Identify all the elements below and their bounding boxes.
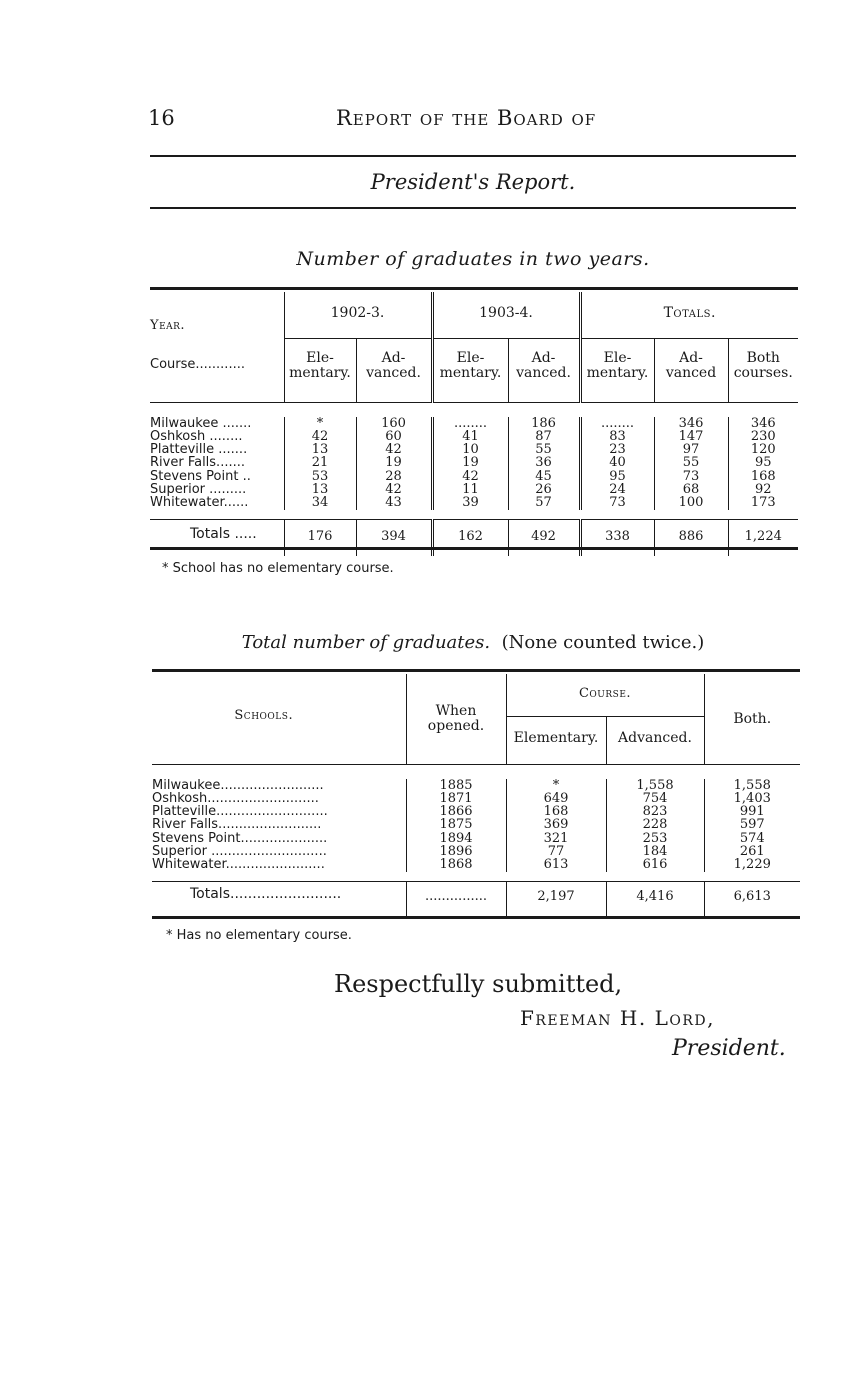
total-elementary: 2,197 [506, 882, 606, 916]
table-cell: 1,403 [704, 792, 800, 805]
table-cell: 1894 [406, 832, 506, 845]
group-1902-3: 1902-3. [284, 292, 432, 338]
total-cell: 162 [432, 520, 508, 556]
table-cell: 346 [654, 417, 728, 430]
table2-caption-plain: (None counted twice.) [501, 632, 705, 653]
table-cell: 823 [606, 805, 704, 818]
total-graduates-table [152, 674, 800, 916]
group-totals: Totals. [580, 292, 798, 338]
school-name: Milwaukee......................... [152, 777, 324, 793]
table-cell: 19 [356, 456, 432, 469]
table-cell: 53 [284, 470, 356, 483]
page-number: 16 [148, 106, 175, 130]
table-cell: 19 [432, 456, 508, 469]
table-cell: 261 [704, 845, 800, 858]
table-cell: 253 [606, 832, 704, 845]
table-cell: 68 [654, 483, 728, 496]
header-advanced-1903: Ad- vanced. [508, 338, 580, 402]
table-cell: 42 [284, 430, 356, 443]
table-cell: 41 [432, 430, 508, 443]
total-advanced: 4,416 [606, 882, 704, 916]
course-group-label: Course. [506, 674, 704, 716]
course-label: Course............ [150, 338, 284, 402]
header-both-courses: Both courses. [728, 338, 798, 402]
table-cell: 73 [580, 496, 654, 509]
table-cell: 186 [508, 417, 580, 430]
table-cell: 574 [704, 832, 800, 845]
table-row [152, 805, 800, 818]
school-name: Stevens Point .. [150, 468, 251, 484]
opened-label: When opened. [406, 674, 506, 764]
table-row [152, 818, 800, 831]
table-cell: 120 [728, 443, 798, 456]
table-cell: 42 [432, 470, 508, 483]
table-cell: 95 [728, 456, 798, 469]
table1-totals-label: Totals ..... [150, 520, 284, 556]
table-cell: 1875 [406, 818, 506, 831]
table-cell: 228 [606, 818, 704, 831]
table-cell: 991 [704, 805, 800, 818]
table-cell: 346 [728, 417, 798, 430]
table-cell: 613 [506, 858, 606, 871]
table-cell: 28 [356, 470, 432, 483]
year-label: Year. [150, 318, 186, 333]
total-cell: 338 [580, 520, 654, 556]
table1-bottom-rule [150, 547, 798, 550]
table-cell: 97 [654, 443, 728, 456]
school-name: River Falls....... [150, 455, 245, 471]
table2-footnote: * Has no elementary course. [166, 928, 352, 943]
table-cell: 754 [606, 792, 704, 805]
table-cell: 1866 [406, 805, 506, 818]
table1-footnote: * School has no elementary course. [162, 561, 394, 576]
table-cell: 24 [580, 483, 654, 496]
table-cell: 1868 [406, 858, 506, 871]
school-name: Whitewater...... [150, 495, 249, 511]
table-row [150, 417, 798, 430]
table-row [150, 483, 798, 496]
closing: Respectfully submitted, [334, 970, 623, 998]
table-row [152, 845, 800, 858]
table-row [150, 430, 798, 443]
table-row [152, 832, 800, 845]
table-cell: 23 [580, 443, 654, 456]
header-rule-bottom [150, 207, 796, 209]
table-cell: 1,558 [606, 779, 704, 792]
table-cell: 168 [506, 805, 606, 818]
header-elementary-total: Ele- mentary. [580, 338, 654, 402]
table-cell: 40 [580, 456, 654, 469]
elementary-label: Elementary. [506, 716, 606, 764]
school-name: Superior ............................ [152, 843, 327, 859]
table-row [150, 443, 798, 456]
school-name: Milwaukee ....... [150, 415, 252, 431]
table-cell: 230 [728, 430, 798, 443]
table-cell: 616 [606, 858, 704, 871]
table-cell: 77 [506, 845, 606, 858]
table-cell: 147 [654, 430, 728, 443]
table-cell: 60 [356, 430, 432, 443]
table-cell: 369 [506, 818, 606, 831]
table-row [152, 779, 800, 792]
school-name: Stevens Point..................... [152, 830, 328, 846]
table-row [152, 858, 800, 871]
table-row [150, 470, 798, 483]
table-cell: 1896 [406, 845, 506, 858]
table-cell: 10 [432, 443, 508, 456]
table2-caption-italic: Total number of graduates. [241, 632, 491, 653]
school-name: Whitewater........................ [152, 857, 325, 873]
table2-caption [150, 632, 796, 653]
table-cell: 13 [284, 483, 356, 496]
header-advanced-total: Ad- vanced [654, 338, 728, 402]
school-name: Oshkosh........................... [152, 790, 319, 806]
schools-label: Schools. [152, 674, 406, 764]
header-elementary-1902: Ele- mentary. [284, 338, 356, 402]
table-row [150, 496, 798, 509]
row-spacer [152, 872, 800, 882]
table-cell: 26 [508, 483, 580, 496]
table-cell: 21 [284, 456, 356, 469]
table-cell: 1,558 [704, 779, 800, 792]
table-cell: ........ [580, 417, 654, 430]
total-cell: 886 [654, 520, 728, 556]
table1-top-rule [150, 287, 798, 290]
table-cell: 11 [432, 483, 508, 496]
signatory-name: Freeman H. Lord, [520, 1006, 715, 1030]
table-cell: 43 [356, 496, 432, 509]
table-cell: 73 [654, 470, 728, 483]
table-cell: 160 [356, 417, 432, 430]
running-title: Report of the Board of [336, 106, 597, 130]
table-cell: 321 [506, 832, 606, 845]
table-cell: 42 [356, 483, 432, 496]
school-name: Superior ......... [150, 481, 247, 497]
total-cell: 394 [356, 520, 432, 556]
header-advanced-1902: Ad- vanced. [356, 338, 432, 402]
table-cell: 95 [580, 470, 654, 483]
section-title: President's Report. [370, 170, 576, 194]
graduates-two-years-table [150, 292, 798, 556]
table-cell: 55 [654, 456, 728, 469]
table-cell: 87 [508, 430, 580, 443]
table-cell: ........ [432, 417, 508, 430]
school-name: Oshkosh ........ [150, 428, 243, 444]
school-name: Platteville........................... [152, 804, 328, 820]
school-name: Platteville ....... [150, 442, 248, 458]
table-cell: 1871 [406, 792, 506, 805]
total-both: 6,613 [704, 882, 800, 916]
table1-caption: Number of graduates in two years. [296, 248, 650, 270]
totals-opened-leader: ............... [406, 882, 506, 916]
table-cell: 83 [580, 430, 654, 443]
table-cell: 36 [508, 456, 580, 469]
table-cell: 168 [728, 470, 798, 483]
row-spacer [150, 510, 798, 520]
header-elementary-1903: Ele- mentary. [432, 338, 508, 402]
table-cell: 1885 [406, 779, 506, 792]
table-cell: 45 [508, 470, 580, 483]
table-cell: 13 [284, 443, 356, 456]
table-cell: 57 [508, 496, 580, 509]
advanced-label: Advanced. [606, 716, 704, 764]
group-1903-4: 1903-4. [432, 292, 580, 338]
table2-top-rule [152, 669, 800, 672]
table2-bottom-rule [152, 916, 800, 919]
total-cell: 1,224 [728, 520, 798, 556]
header-rule-top [150, 155, 796, 157]
table-cell: 42 [356, 443, 432, 456]
total-cell: 176 [284, 520, 356, 556]
both-label: Both. [704, 674, 800, 764]
table-cell: 92 [728, 483, 798, 496]
table-cell: 1,229 [704, 858, 800, 871]
table-cell: 55 [508, 443, 580, 456]
table-cell: 34 [284, 496, 356, 509]
table-cell: 649 [506, 792, 606, 805]
table-cell: 100 [654, 496, 728, 509]
table-cell: 597 [704, 818, 800, 831]
table-row [150, 456, 798, 469]
table-row [152, 792, 800, 805]
table-cell: 173 [728, 496, 798, 509]
table-cell: 184 [606, 845, 704, 858]
table-cell: * [506, 779, 606, 792]
total-cell: 492 [508, 520, 580, 556]
school-name: River Falls......................... [152, 817, 322, 833]
signatory-title: President. [672, 1036, 786, 1061]
table-cell: * [284, 417, 356, 430]
table-cell: 39 [432, 496, 508, 509]
table2-totals-label: Totals......................... [152, 882, 406, 916]
